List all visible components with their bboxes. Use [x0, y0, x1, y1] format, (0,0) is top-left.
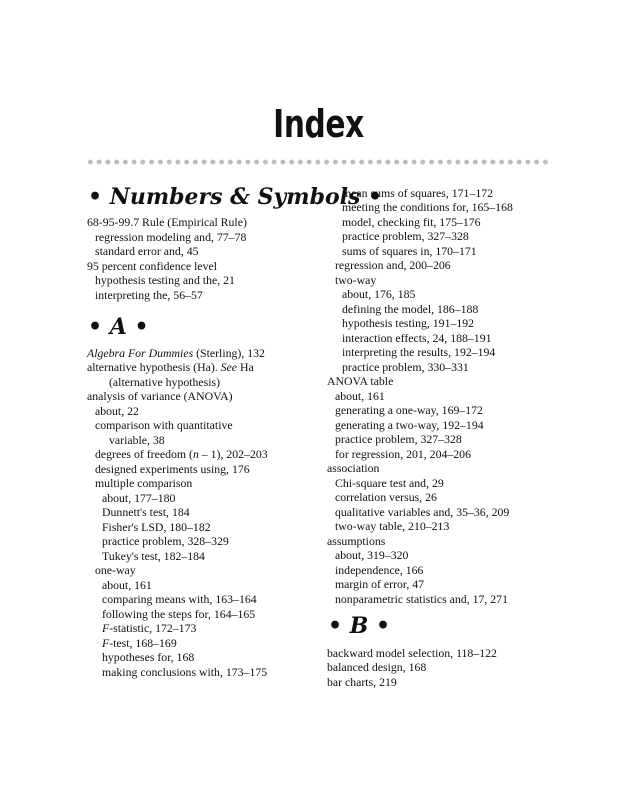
index-subsubentry: F-statistic, 172–173: [102, 621, 197, 635]
index-subsubentry: defining the model, 186–188: [342, 302, 479, 316]
index-subentry: designed experiments using, 176: [95, 462, 250, 476]
index-subsubentry: practice problem, 328–329: [102, 534, 229, 548]
index-subsubentry: Tukey's test, 182–184: [102, 549, 205, 563]
index-subsubentry: F-test, 168–169: [102, 636, 177, 650]
index-subentry: interpreting the, 56–57: [95, 288, 203, 302]
book-title: Algebra For Dummies: [87, 346, 194, 360]
index-entry: bar charts, 219: [327, 675, 397, 689]
index-entry: 95 percent confidence level: [87, 259, 218, 273]
index-subentry: qualitative variables and, 35–36, 209: [335, 505, 510, 519]
index-entry: 68-95-99.7 Rule (Empirical Rule): [87, 215, 247, 229]
index-subentry: one-way: [95, 563, 136, 577]
index-subentry: two-way table, 210–213: [335, 519, 450, 533]
index-subentry: degrees of freedom (n – 1), 202–203: [95, 447, 268, 461]
index-subsubentry: about, 176, 185: [342, 287, 416, 301]
index-subsubentry: practice problem, 330–331: [342, 360, 469, 374]
index-subentry: margin of error, 47: [335, 577, 425, 591]
index-subentry: generating a two-way, 192–194: [335, 418, 484, 432]
index-subsubentry: sums of squares in, 170–171: [342, 244, 477, 258]
index-subentry: Chi-square test and, 29: [335, 476, 444, 490]
index-subentry: correlation versus, 26: [335, 490, 437, 504]
index-subentry: generating a one-way, 169–172: [335, 403, 483, 417]
index-entry: ANOVA table: [327, 374, 394, 388]
index-subentry: regression and, 200–206: [335, 258, 451, 272]
index-subsubentry: about, 161: [102, 578, 152, 592]
index-subentry: independence, 166: [335, 563, 424, 577]
index-subentry: two-way: [335, 273, 377, 287]
dotted-divider: [86, 158, 552, 166]
index-subsubentry: model, checking fit, 175–176: [342, 215, 481, 229]
index-entry: balanced design, 168: [327, 660, 427, 674]
index-subentry: multiple comparison: [95, 476, 193, 490]
index-subentry: nonparametric statistics and, 17, 271: [335, 592, 508, 606]
index-entry: analysis of variance (ANOVA): [87, 389, 233, 403]
index-subsubentry: comparing means with, 163–164: [102, 592, 257, 606]
index-subentry: comparison with quantitative: [95, 418, 233, 432]
index-entry: backward model selection, 118–122: [327, 646, 497, 660]
index-subsubentry: mean sums of squares, 171–172: [342, 186, 494, 200]
index-subsubentry: following the steps for, 164–165: [102, 607, 256, 621]
index-subsubentry: hypothesis testing, 191–192: [342, 316, 475, 330]
index-subsubentry: interaction effects, 24, 188–191: [342, 331, 492, 345]
index-subsubentry: interpreting the results, 192–194: [342, 345, 496, 359]
section-heading-numbers-symbols: • Numbers & Symbols •: [88, 184, 383, 210]
index-entry-continuation: (alternative hypothesis): [109, 375, 221, 389]
page-title: Index: [273, 102, 364, 146]
index-subentry: about, 22: [95, 404, 139, 418]
index-entry: association: [327, 461, 380, 475]
index-entry: Algebra For Dummies (Sterling), 132: [87, 346, 265, 360]
index-subentry: standard error and, 45: [95, 244, 199, 258]
index-subentry: regression modeling and, 77–78: [95, 230, 247, 244]
index-subentry: hypothesis testing and the, 21: [95, 273, 235, 287]
index-subsubentry: meeting the conditions for, 165–168: [342, 200, 513, 214]
index-subsubentry: making conclusions with, 173–175: [102, 665, 268, 679]
see-reference: See: [220, 360, 238, 374]
index-subsubentry: about, 177–180: [102, 491, 176, 505]
index-subentry: for regression, 201, 204–206: [335, 447, 471, 461]
index-subentry: about, 161: [335, 389, 385, 403]
section-heading-b: • B •: [328, 613, 391, 639]
index-entry: assumptions: [327, 534, 386, 548]
section-heading-a: • A •: [88, 314, 149, 340]
index-subentry: practice problem, 327–328: [335, 432, 462, 446]
index-subsubentry: Fisher's LSD, 180–182: [102, 520, 211, 534]
index-subsubentry: practice problem, 327–328: [342, 229, 469, 243]
index-subsubentry: Dunnett's test, 184: [102, 505, 190, 519]
index-subsubentry: hypotheses for, 168: [102, 650, 195, 664]
index-subentry-continuation: variable, 38: [109, 433, 165, 447]
index-entry: alternative hypothesis (Ha). See Ha: [87, 360, 254, 374]
index-subentry: about, 319–320: [335, 548, 409, 562]
